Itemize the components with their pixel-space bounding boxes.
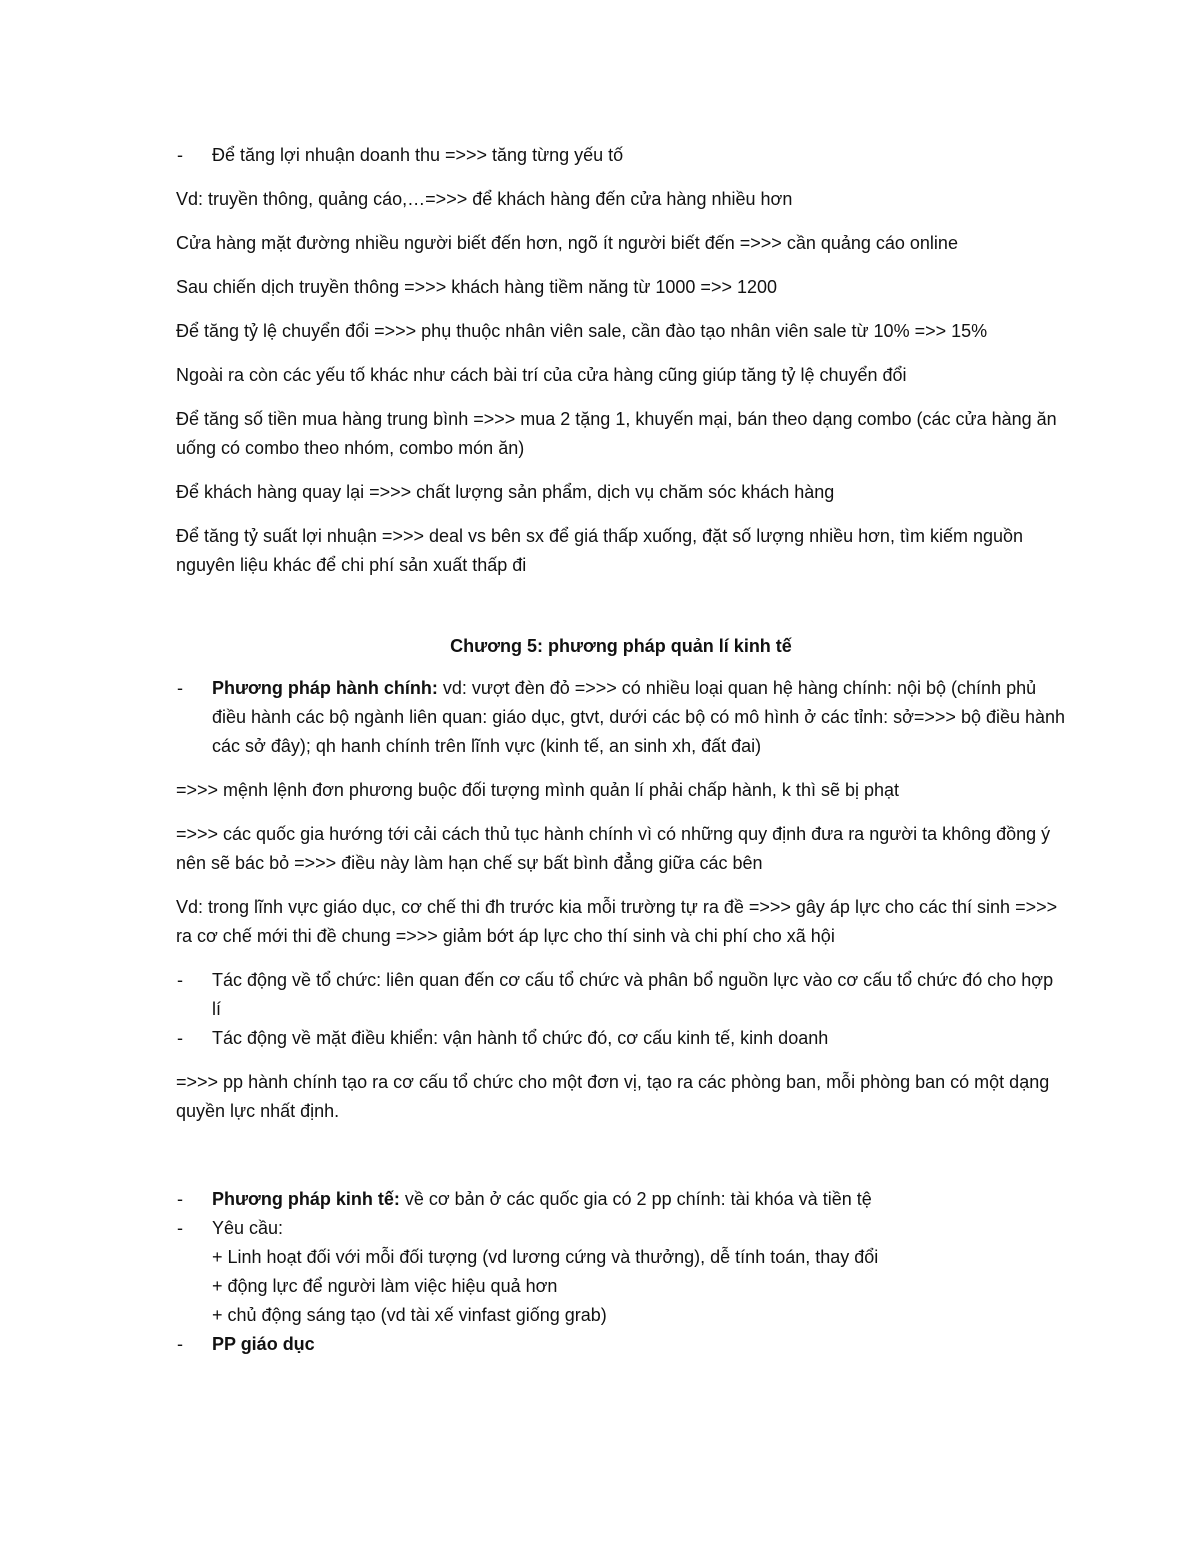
bullet-text: Tác động về mặt điều khiển: vận hành tổ chức đó, cơ cấu kinh tế, kinh doanh bbox=[212, 1028, 829, 1048]
paragraph-admin-conclusion: =>>> pp hành chính tạo ra cơ cấu tổ chức cho một đơn vị, tạo ra các phòng ban, mỗi phòng ban có một dạng quyền lực nhất định. bbox=[176, 1072, 1050, 1121]
requirement-item: + chủ động sáng tạo (vd tài xế vinfast giống grab) bbox=[212, 1305, 607, 1325]
paragraph-conversion: Để tăng tỷ lệ chuyển đổi =>>> phụ thuộc nhân viên sale, cần đào tạo nhân viên sale từ 10% =>> 15% bbox=[176, 321, 988, 341]
economic-method-text: về cơ bản ở các quốc gia có 2 pp chính: tài khóa và tiền tệ bbox=[399, 1189, 872, 1209]
paragraph-advertising: Vd: truyền thông, quảng cáo,…=>>> để khách hàng đến cửa hàng nhiều hơn bbox=[176, 189, 793, 209]
bullet-text: Tác động về tổ chức: liên quan đến cơ cấu tổ chức và phân bổ nguồn lực vào cơ cấu tổ chức đó cho hợp lí bbox=[212, 970, 1054, 1019]
education-method-label: PP giáo dục bbox=[212, 1334, 315, 1354]
paragraph-profit-margin: Để tăng tỷ suất lợi nhuận =>>> deal vs bên sx để giá thấp xuống, đặt số lượng nhiều hơn, tìm kiếm nguồn nguyên liệu khác để chi phí sản xuất thấp đi bbox=[176, 526, 1024, 575]
bullet-profit-factors bbox=[176, 141, 1066, 170]
bullet-requirements bbox=[176, 1214, 1066, 1243]
bullet-text: Để tăng lợi nhuận doanh thu =>>> tăng từng yếu tố bbox=[212, 145, 624, 165]
paragraph-campaign: Sau chiến dịch truyền thông =>>> khách hàng tiềm năng từ 1000 =>> 1200 bbox=[176, 277, 778, 297]
paragraph-admin-order: =>>> mệnh lệnh đơn phương buộc đối tượng mình quản lí phải chấp hành, k thì sẽ bị phạt bbox=[176, 780, 900, 800]
paragraph-admin-example: Vd: trong lĩnh vực giáo dục, cơ chế thi đh trước kia mỗi trường tự ra đề =>>> gây áp lực cho các thí sinh =>>> ra cơ chế mới thi đề chung =>>> giảm bớt áp lực cho thí sinh và chi phí cho xã hội bbox=[176, 897, 1058, 946]
paragraph-store-layout: Ngoài ra còn các yếu tố khác như cách bài trí của cửa hàng cũng giúp tăng tỷ lệ chuyển đổi bbox=[176, 365, 907, 385]
spacer bbox=[176, 1141, 1066, 1185]
bullet-control-impact bbox=[176, 1024, 1066, 1053]
bullet-education-method bbox=[176, 1330, 1066, 1359]
bullet-economic-method bbox=[176, 1185, 1066, 1214]
economic-method-label: Phương pháp kinh tế: bbox=[212, 1189, 400, 1209]
bullet-organizational-impact bbox=[176, 966, 1066, 1024]
document-body bbox=[176, 141, 1066, 1359]
paragraph-average-purchase: Để tăng số tiền mua hàng trung bình =>>> mua 2 tặng 1, khuyến mại, bán theo dạng combo (các cửa hàng ăn uống có combo theo nhóm, combo món ăn) bbox=[176, 409, 1057, 458]
paragraph-returning-customers: Để khách hàng quay lại =>>> chất lượng sản phẩm, dịch vụ chăm sóc khách hàng bbox=[176, 482, 835, 502]
requirement-item: + Linh hoạt đối với mỗi đối tượng (vd lương cứng và thưởng), dễ tính toán, thay đổi bbox=[212, 1247, 879, 1267]
paragraph-admin-reform: =>>> các quốc gia hướng tới cải cách thủ tục hành chính vì có những quy định đưa ra người ta không đồng ý nên sẽ bác bỏ =>>> điều này làm hạn chế sự bất bình đẳng giữa các bên bbox=[176, 824, 1051, 873]
bullet-admin-method bbox=[176, 674, 1066, 761]
requirement-item: + động lực để người làm việc hiệu quả hơn bbox=[212, 1276, 558, 1296]
requirements-label: Yêu cầu: bbox=[212, 1218, 284, 1238]
admin-method-text: vd: vượt đèn đỏ =>>> có nhiều loại quan hệ hàng chính: nội bộ (chính phủ điều hành các bộ ngành liên quan: giáo dục, gtvt, dưới các bộ có mô hình ở các tỉnh: sở=>>> bộ điều hành các sở đây); qh hanh chính trên lĩnh vực (kinh tế, an sinh xh, đất đai) bbox=[212, 678, 1066, 756]
chapter-heading: Chương 5: phương pháp quản lí kinh tế bbox=[450, 636, 792, 656]
paragraph-online-ads: Cửa hàng mặt đường nhiều người biết đến hơn, ngõ ít người biết đến =>>> cần quảng cáo online bbox=[176, 233, 958, 253]
admin-method-label: Phương pháp hành chính: bbox=[212, 678, 438, 698]
